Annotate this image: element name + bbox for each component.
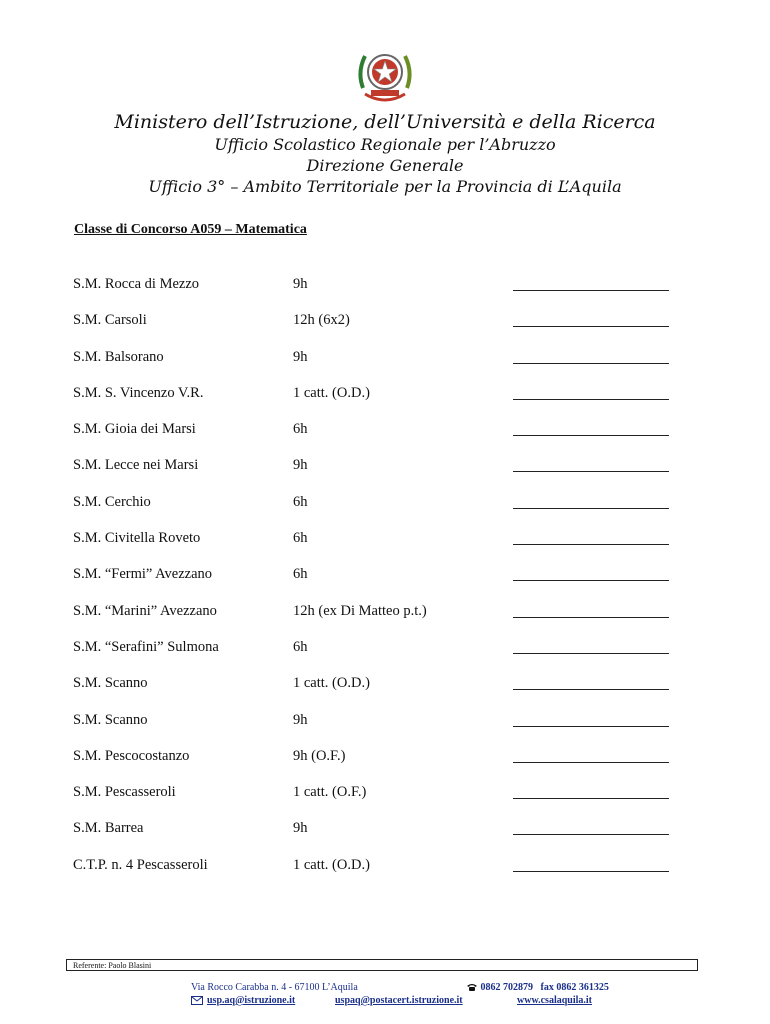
list-item (0, 629, 770, 665)
list-item (0, 556, 770, 592)
school-name: S.M. Rocca di Mezzo (73, 276, 200, 292)
hours-value: 12h (ex Di Matteo p.t.) (293, 602, 427, 619)
signature-line (513, 399, 669, 400)
hours-value: 9h (293, 711, 308, 728)
general-direction: Direzione Generale (306, 156, 464, 175)
hours-value: 9h (293, 348, 308, 365)
school-name: S.M. Gioia dei Marsi (73, 421, 196, 438)
signature-line (513, 326, 669, 327)
school-name: S.M. S. Vincenzo V.R. (73, 384, 204, 401)
school-name: S.M. Cerchio (73, 493, 151, 510)
hours-value: 9h (293, 276, 308, 292)
website-link[interactable]: www.csalaquila.it (517, 995, 593, 1006)
school-name: S.M. Pescocostanzo (73, 747, 190, 764)
referent-box (66, 959, 698, 971)
signature-line (513, 834, 669, 835)
hours-value: 6h (293, 493, 308, 510)
telephone-icon (466, 983, 478, 992)
subject-title: Classe di Concorso A059 – Matematica (74, 222, 307, 237)
signature-line (513, 435, 669, 436)
school-name: S.M. Scanno (73, 711, 148, 728)
school-name: S.M. Scanno (73, 675, 148, 692)
hours-value: 6h (293, 638, 308, 655)
list-item (0, 339, 770, 375)
signature-line (513, 508, 669, 509)
hours-value: 1 catt. (O.D.) (293, 856, 370, 873)
schools-list (0, 266, 770, 883)
hours-value: 9h (293, 820, 308, 837)
email-link-1[interactable] (207, 995, 295, 1006)
footer-address: Via Rocco Carabba n. 4 - 67100 L’Aquila (191, 982, 358, 993)
italian-republic-emblem-icon (355, 44, 415, 108)
list-item (0, 484, 770, 520)
signature-line (513, 617, 669, 618)
school-name: S.M. Balsorano (73, 348, 164, 365)
school-name: S.M. Barrea (73, 820, 144, 837)
signature-line (513, 363, 669, 364)
hours-value: 1 catt. (O.F.) (293, 784, 367, 801)
hours-value: 6h (293, 530, 308, 547)
signature-line (513, 689, 669, 690)
school-name: S.M. “Fermi” Avezzano (73, 566, 213, 583)
hours-value: 9h (O.F.) (293, 747, 346, 764)
school-name: S.M. “Serafini” Sulmona (73, 638, 219, 655)
ministry-name: Ministero dell’Istruzione, dell’Università e della Ricerca (114, 111, 656, 133)
territorial-office: Ufficio 3° – Ambito Territoriale per la Provincia di L’Aquila (148, 177, 622, 196)
envelope-icon (191, 996, 203, 1005)
list-item (0, 774, 770, 810)
school-name: S.M. Pescasseroli (73, 784, 176, 801)
list-item (0, 520, 770, 556)
list-item (0, 847, 770, 883)
email-link-2[interactable]: uspaq@postacert.istruzione.it (335, 995, 463, 1006)
regional-office: Ufficio Scolastico Regionale per l’Abruzzo (214, 135, 556, 154)
footer-phone (466, 982, 609, 993)
signature-line (513, 871, 669, 872)
list-item (0, 411, 770, 447)
list-item (0, 593, 770, 629)
hours-value: 1 catt. (O.D.) (293, 675, 370, 692)
hours-value: 1 catt. (O.D.) (293, 384, 370, 401)
list-item (0, 738, 770, 774)
email-1-text: usp.aq@istruzione.it (207, 995, 296, 1006)
list-item (0, 810, 770, 846)
signature-line (513, 580, 669, 581)
list-item (0, 447, 770, 483)
list-item (0, 375, 770, 411)
fax-number: fax 0862 361325 (540, 982, 609, 993)
school-name: S.M. “Marini” Avezzano (73, 602, 217, 619)
hours-value: 12h (6x2) (293, 312, 350, 329)
hours-value: 6h (293, 421, 308, 438)
referent-label: Referente: Paolo Blasini (73, 961, 152, 970)
signature-line (513, 544, 669, 545)
phone-number: 0862 702879 (480, 982, 533, 993)
school-name: S.M. Lecce nei Marsi (73, 457, 199, 474)
list-item (0, 266, 770, 302)
list-item (0, 702, 770, 738)
signature-line (513, 726, 669, 727)
school-name: C.T.P. n. 4 Pescasseroli (73, 856, 208, 873)
list-item (0, 302, 770, 338)
signature-line (513, 290, 669, 291)
hours-value: 6h (293, 566, 308, 583)
signature-line (513, 798, 669, 799)
signature-line (513, 762, 669, 763)
hours-value: 9h (293, 457, 308, 474)
signature-line (513, 653, 669, 654)
ministry-header (0, 110, 770, 197)
school-name: S.M. Civitella Roveto (73, 530, 201, 547)
signature-line (513, 471, 669, 472)
school-name: S.M. Carsoli (73, 312, 147, 329)
list-item (0, 665, 770, 701)
